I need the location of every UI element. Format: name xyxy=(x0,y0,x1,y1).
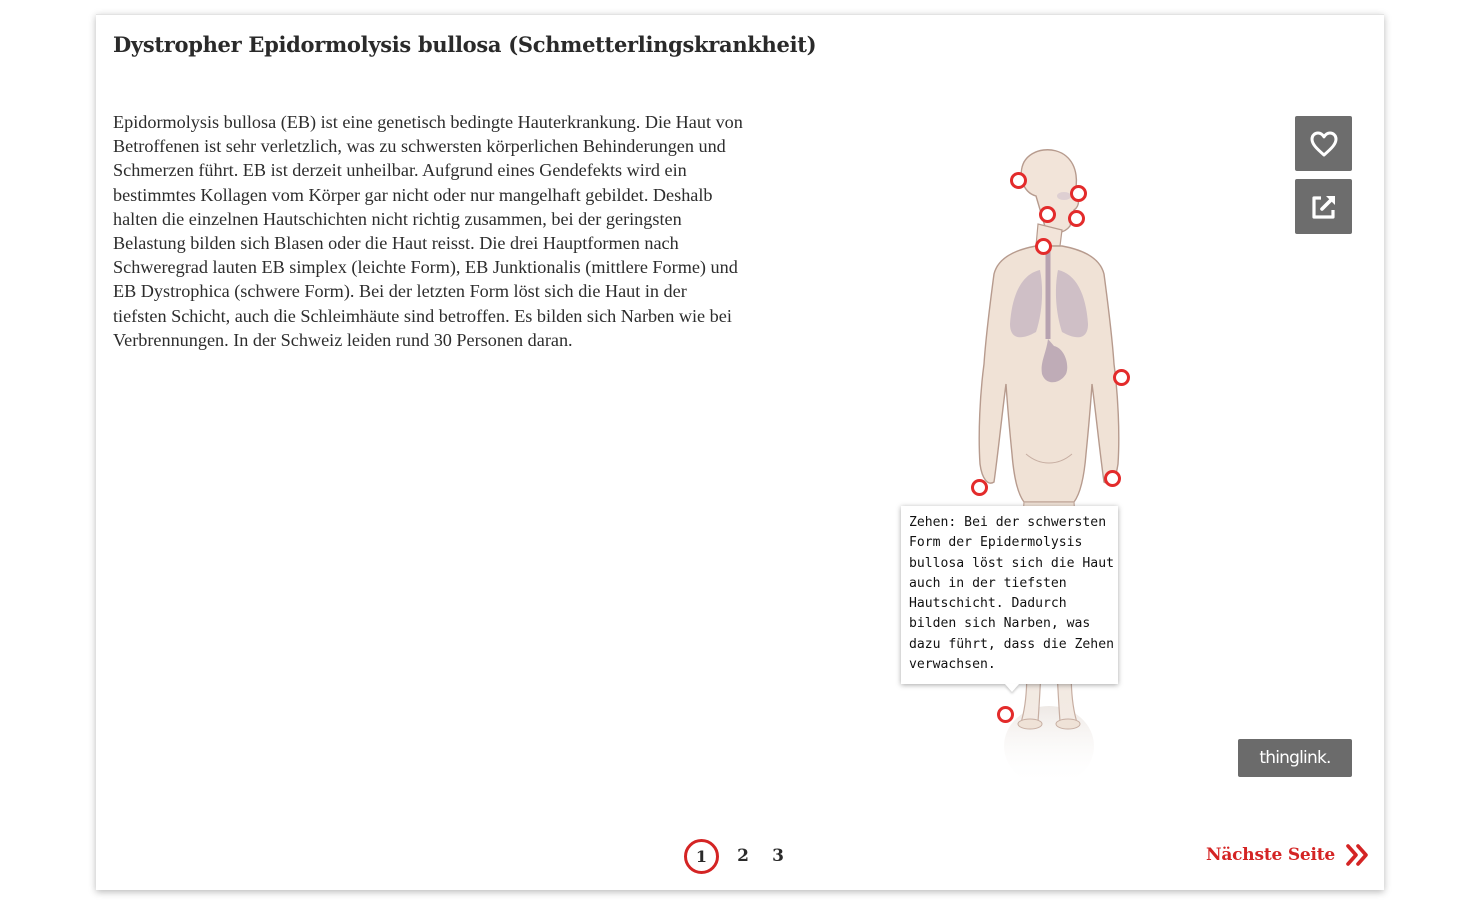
next-page-label: Nächste Seite xyxy=(1206,845,1336,865)
article-card xyxy=(96,14,1384,890)
thinglink-badge[interactable]: thinglink. xyxy=(1238,739,1352,777)
hotspot-toes[interactable] xyxy=(997,706,1014,723)
article-body: Epidormolysis bullosa (EB) ist eine genetisch bedingte Hauterkrankung. Die Haut von Betroffenen ist sehr verletzlich, was zu schwersten körperlichen Behinderungen und Schmerzen führt. EB ist derzeit unheilbar. Aufgrund eines Gendefekts wird ein bestimmtes Kollagen vom Körper gar nicht oder nur mangelhaft gebildet. Deshalb halten die einzelnen Hautschichten nicht richtig zusammen, bei der geringsten Belastung bilden sich Blasen oder die Haut reisst. Die drei Hauptformen nach Schweregrad lauten EB simplex (leichte Form), EB Junktionalis (mittlere Forme) und EB Dystrophica (schwere Form). Bei der letzten Form löst sich die Haut in der tiefsten Schicht, auch die Schleimhäute sind betroffen. Es bilden sich Narben wie bei Verbrennungen. In der Schweiz leiden rund 30 Personen daran. xyxy=(113,112,743,350)
external-link-icon xyxy=(1309,192,1339,222)
top-divider xyxy=(96,14,1384,15)
like-button[interactable] xyxy=(1295,116,1352,171)
hotspot-throat[interactable] xyxy=(1035,238,1052,255)
human-body-drawing xyxy=(914,134,1184,794)
share-button[interactable] xyxy=(1295,179,1352,234)
tooltip-text: Zehen: Bei der schwersten Form der Epidermolysis bullosa löst sich die Haut auch in der tiefsten Hautschicht. Dadurch bilden sich Narben, was dazu führt, dass die Zehen verwachsen. xyxy=(909,515,1114,673)
heart-icon xyxy=(1309,130,1339,158)
hotspot-right-hand[interactable] xyxy=(1104,470,1121,487)
pagination xyxy=(684,839,802,873)
page-2-link[interactable]: 2 xyxy=(737,846,749,866)
hotspot-chin[interactable] xyxy=(1068,210,1085,227)
hotspot-left-hand[interactable] xyxy=(971,479,988,496)
hotspot-head[interactable] xyxy=(1010,172,1027,189)
hotspot-elbow[interactable] xyxy=(1113,369,1130,386)
double-chevron-right-icon xyxy=(1345,843,1371,867)
page-title: Dystropher Epidormolysis bullosa (Schmetterlingskrankheit) xyxy=(113,32,817,57)
hotspot-nose[interactable] xyxy=(1070,185,1087,202)
body-illustration xyxy=(914,134,1184,794)
hotspot-tooltip xyxy=(901,506,1118,684)
hotspot-mouth[interactable] xyxy=(1039,206,1056,223)
page-3-link[interactable]: 3 xyxy=(772,846,784,866)
page-1-current[interactable]: 1 xyxy=(684,839,719,874)
next-page-link[interactable] xyxy=(1206,843,1371,867)
tooltip-pointer xyxy=(1005,684,1019,692)
